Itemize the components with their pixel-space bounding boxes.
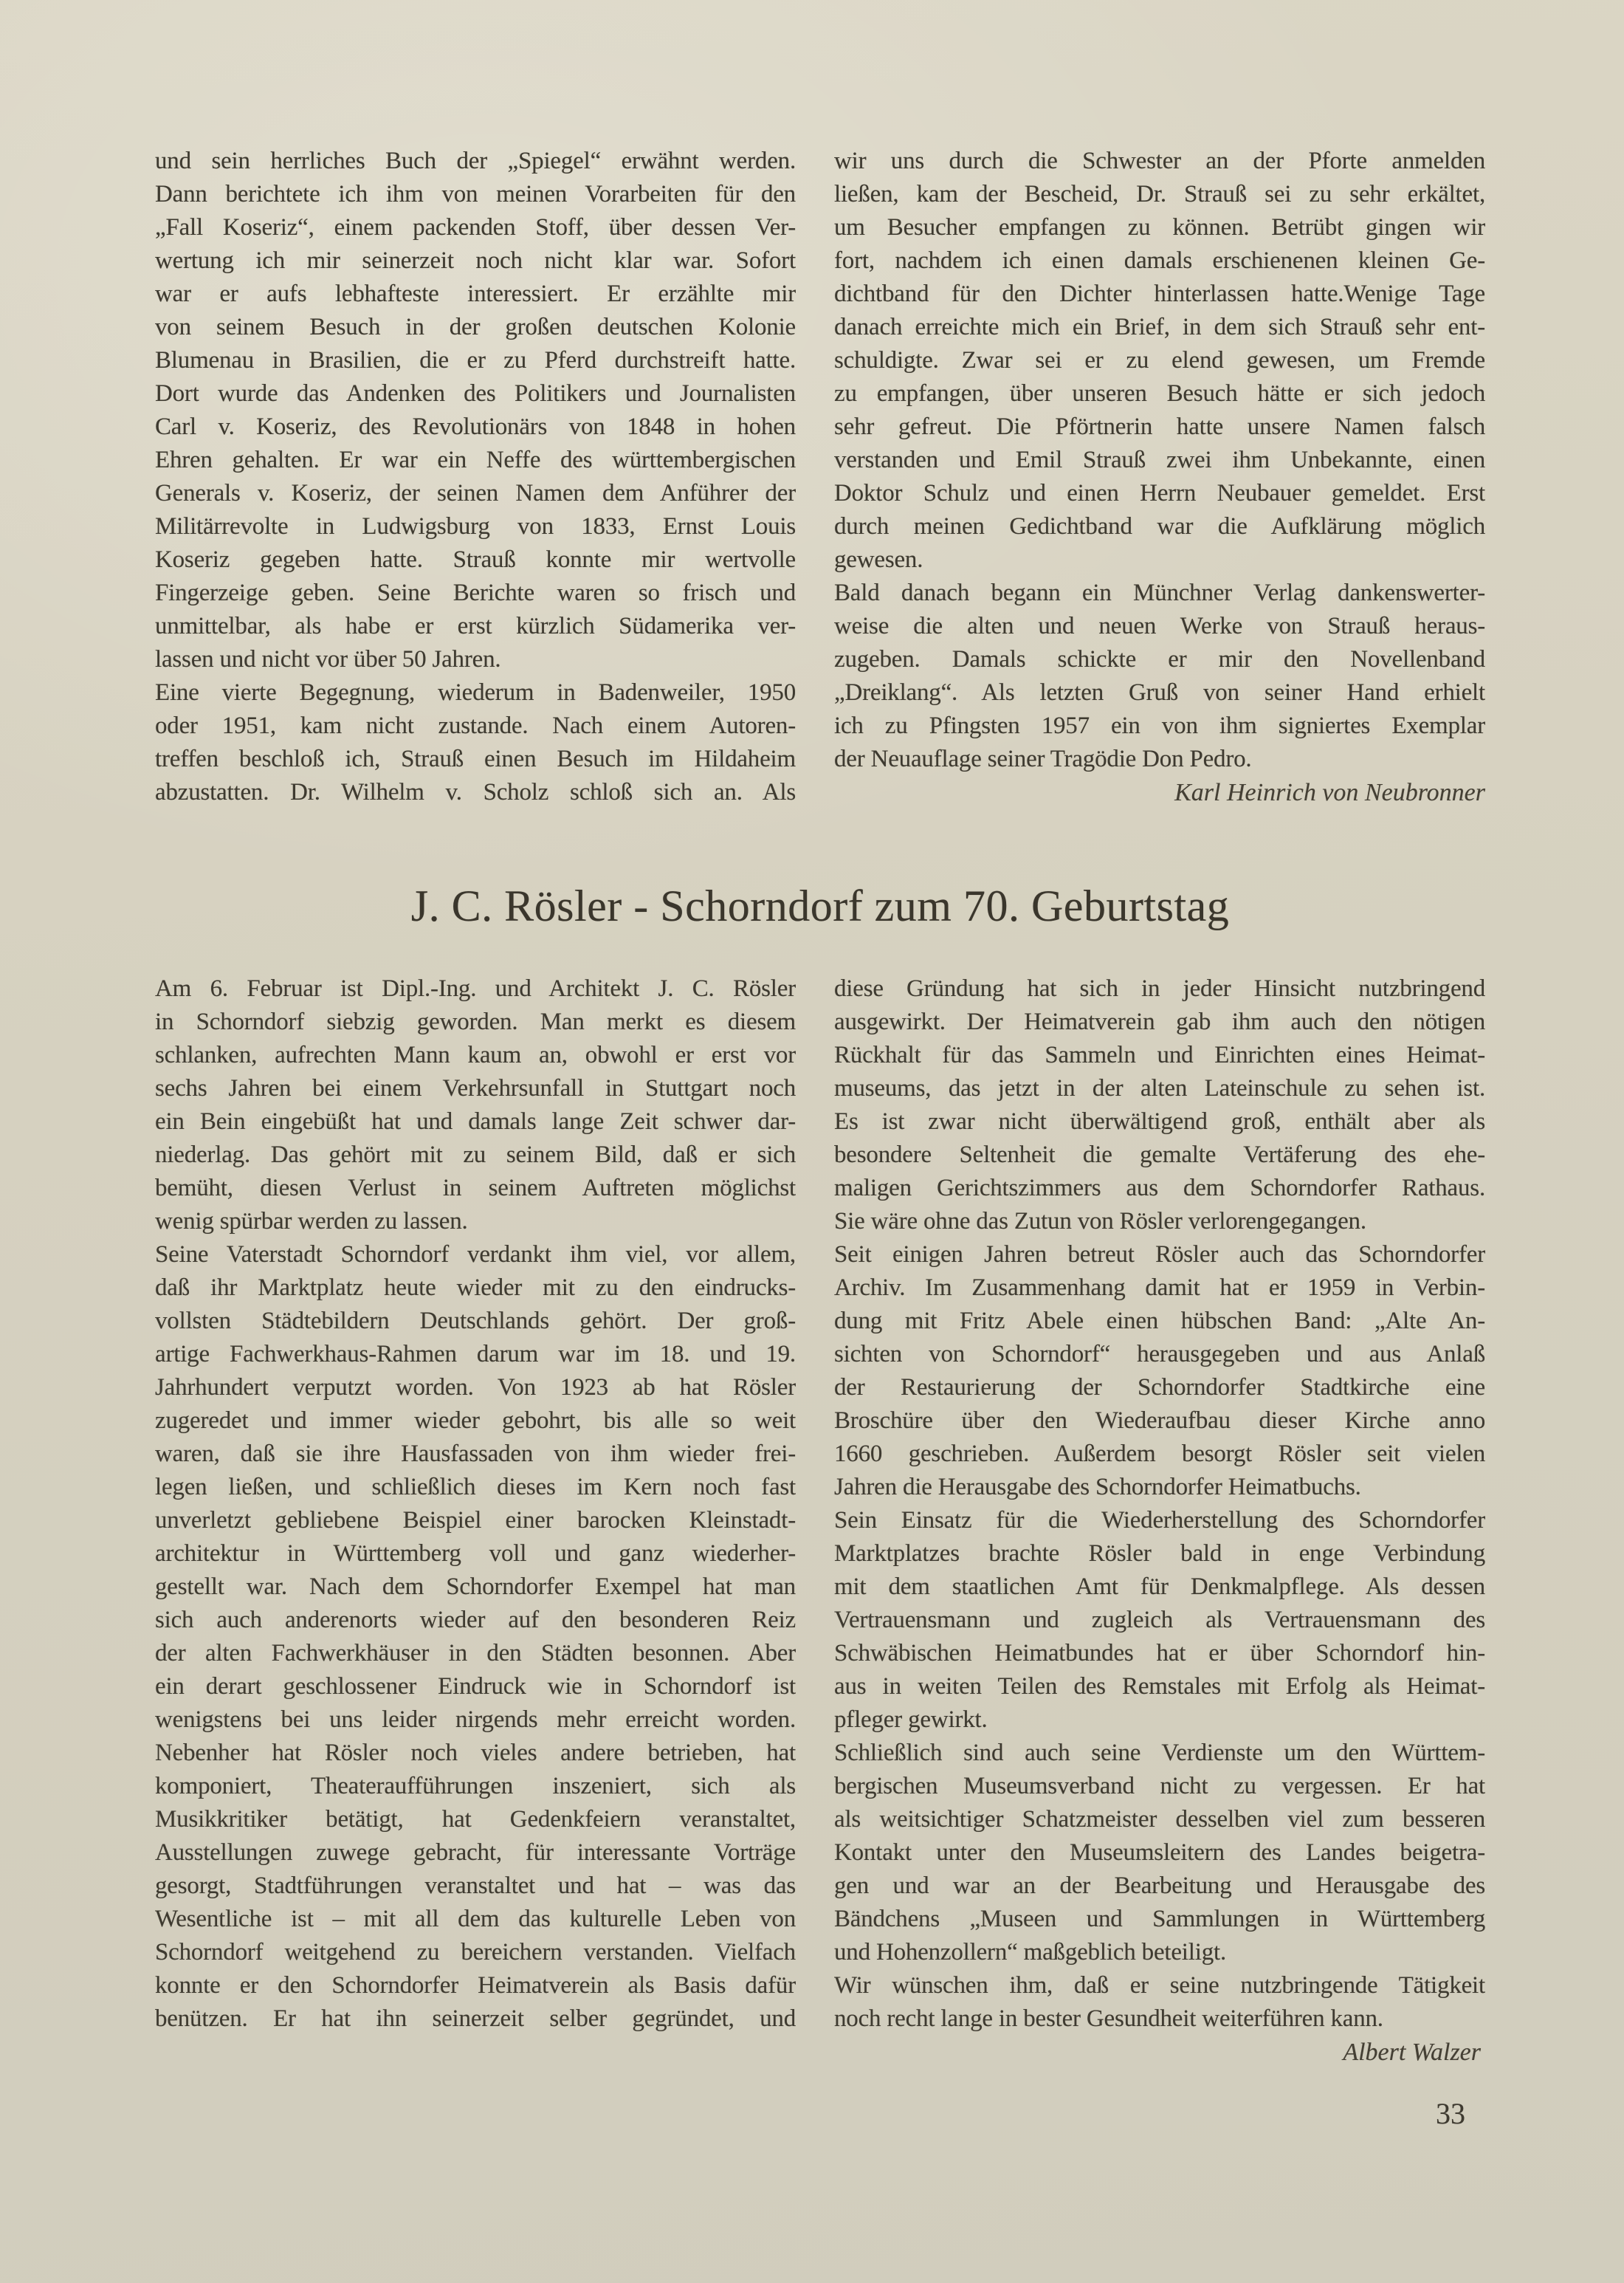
text-line: wenig spürbar werden zu lassen.: [155, 1208, 468, 1235]
text-line: zu empfangen, über unseren Besuch hätte er sich jedoch: [834, 380, 1485, 407]
text-line: oder 1951, kam nicht zustande. Nach einem Autoren-: [155, 713, 796, 739]
article1-left-column: [155, 145, 796, 809]
text-line: Broschüre über den Wiederaufbau dieser Kirche anno: [834, 1407, 1485, 1434]
text-line: zugeben. Damals schickte er mir den Novellenband: [834, 646, 1485, 673]
text-line: museums, das jetzt in der alten Lateinschule zu sehen ist.: [834, 1075, 1485, 1102]
text-line: ein derart geschlossener Eindruck wie in Schorndorf ist: [155, 1673, 796, 1700]
text-line: Eine vierte Begegnung, wiederum in Badenweiler, 1950: [155, 679, 796, 706]
text-line: Koseriz gegeben hatte. Strauß konnte mir wertvolle: [155, 546, 796, 573]
text-line: lassen und nicht vor über 50 Jahren.: [155, 646, 501, 673]
text-line: „Fall Koseriz“, einem packenden Stoff, über dessen Ver-: [155, 214, 796, 241]
text-line: Wesentliche ist – mit all dem das kulturelle Leben von: [155, 1906, 796, 1932]
text-line: bergischen Museumsverband nicht zu vergessen. Er hat: [834, 1773, 1485, 1799]
text-line: aus in weiten Teilen des Remstales mit Erfolg als Heimat-: [834, 1673, 1485, 1700]
text-line: artige Fachwerkhaus-Rahmen darum war im 18. und 19.: [155, 1341, 796, 1367]
text-line: niederlag. Das gehört mit zu seinem Bild, daß er sich: [155, 1142, 796, 1168]
text-line: benützen. Er hat ihn seinerzeit selber gegründet, und: [155, 2005, 796, 2032]
text-line: Schließlich sind auch seine Verdienste um den Württem-: [834, 1740, 1485, 1766]
article1-signature: Karl Heinrich von Neubronner: [1174, 779, 1485, 806]
text-line: ließen, kam der Bescheid, Dr. Strauß sei zu sehr erkältet,: [834, 181, 1485, 207]
article1-right-column: [834, 145, 1485, 776]
article2-left-column: [155, 972, 796, 2036]
text-line: Marktplatzes brachte Rösler bald in enge Verbindung: [834, 1540, 1485, 1567]
text-line: Blumenau in Brasilien, die er zu Pferd durchstreift hatte.: [155, 347, 796, 374]
text-line: noch recht lange in bester Gesundheit weiterführen kann.: [834, 2005, 1383, 2032]
text-line: Wir wünschen ihm, daß er seine nutzbringende Tätigkeit: [834, 1972, 1485, 1999]
text-line: weise die alten und neuen Werke von Strauß heraus-: [834, 613, 1485, 639]
text-line: wertung ich mir seinerzeit noch nicht klar war. Sofort: [155, 247, 796, 274]
text-line: sichten von Schorndorf“ herausgegeben und aus Anlaß: [834, 1341, 1485, 1367]
text-line: gewesen.: [834, 546, 923, 573]
text-line: Bald danach begann ein Münchner Verlag dankenswerter-: [834, 580, 1485, 606]
text-line: Jahren die Herausgabe des Schorndorfer Heimatbuchs.: [834, 1474, 1361, 1500]
text-line: Dort wurde das Andenken des Politikers und Journalisten: [155, 380, 796, 407]
text-line: Vertrauensmann und zugleich als Vertrauensmann des: [834, 1607, 1485, 1633]
article2-right-column: [834, 972, 1485, 2036]
text-line: sechs Jahren bei einem Verkehrsunfall in Stuttgart noch: [155, 1075, 796, 1102]
text-line: von seinem Besuch in der großen deutschen Kolonie: [155, 314, 796, 340]
text-line: verstanden und Emil Strauß zwei ihm Unbekannte, einen: [834, 447, 1485, 473]
text-line: gen und war an der Bearbeitung und Herausgabe des: [834, 1872, 1485, 1899]
text-line: Carl v. Koseriz, des Revolutionärs von 1848 in hohen: [155, 413, 796, 440]
text-line: der alten Fachwerkhäuser in den Städten besonnen. Aber: [155, 1640, 796, 1666]
text-line: der Neuauflage seiner Tragödie Don Pedro.: [834, 746, 1252, 772]
text-line: dung mit Fritz Abele einen hübschen Band: „Alte An-: [834, 1308, 1485, 1334]
text-line: Schorndorf weitgehend zu bereichern verstanden. Vielfach: [155, 1939, 796, 1966]
text-line: Kontakt unter den Museumsleitern des Landes beigetra-: [834, 1839, 1485, 1866]
text-line: als weitsichtiger Schatzmeister desselben viel zum besseren: [834, 1806, 1485, 1833]
text-line: zugeredet und immer wieder gebohrt, bis alle so weit: [155, 1407, 796, 1434]
text-line: Dann berichtete ich ihm von meinen Vorarbeiten für den: [155, 181, 796, 207]
text-line: war er aufs lebhafteste interessiert. Er erzählte mir: [155, 281, 796, 307]
text-line: Doktor Schulz und einen Herrn Neubauer gemeldet. Erst: [834, 480, 1485, 507]
text-line: und Hohenzollern“ maßgeblich beteiligt.: [834, 1939, 1227, 1966]
text-line: Schwäbischen Heimatbundes hat er über Schorndorf hin-: [834, 1640, 1485, 1666]
text-line: Es ist zwar nicht überwältigend groß, enthält aber als: [834, 1108, 1485, 1135]
text-line: unverletzt gebliebene Beispiel einer barocken Kleinstadt-: [155, 1507, 796, 1534]
text-line: waren, daß sie ihre Hausfassaden von ihm wieder frei-: [155, 1441, 796, 1467]
text-line: durch meinen Gedichtband war die Aufklärung möglich: [834, 513, 1485, 540]
text-line: daß ihr Marktplatz heute wieder mit zu den eindrucks-: [155, 1274, 796, 1301]
text-line: fort, nachdem ich einen damals erschienenen kleinen Ge-: [834, 247, 1485, 274]
text-line: vollsten Städtebildern Deutschlands gehört. Der groß-: [155, 1308, 796, 1334]
text-line: ich zu Pfingsten 1957 ein von ihm signiertes Exemplar: [834, 713, 1485, 739]
text-line: ausgewirkt. Der Heimatverein gab ihm auch den nötigen: [834, 1009, 1485, 1035]
text-line: in Schorndorf siebzig geworden. Man merkt es diesem: [155, 1009, 796, 1035]
text-line: konnte er den Schorndorfer Heimatverein als Basis dafür: [155, 1972, 796, 1999]
text-line: Sie wäre ohne das Zutun von Rösler verlorengegangen.: [834, 1208, 1366, 1235]
text-line: 1660 geschrieben. Außerdem besorgt Rösler seit vielen: [834, 1441, 1485, 1467]
text-line: mit dem staatlichen Amt für Denkmalpflege. Als dessen: [834, 1573, 1485, 1600]
text-line: treffen beschloß ich, Strauß einen Besuch im Hildaheim: [155, 746, 796, 772]
text-line: Seine Vaterstadt Schorndorf verdankt ihm viel, vor allem,: [155, 1241, 796, 1268]
text-line: diese Gründung hat sich in jeder Hinsicht nutzbringend: [834, 975, 1485, 1002]
text-line: wir uns durch die Schwester an der Pforte anmelden: [834, 148, 1485, 174]
text-line: unmittelbar, als habe er erst kürzlich Südamerika ver-: [155, 613, 796, 639]
text-line: komponiert, Theateraufführungen inszeniert, sich als: [155, 1773, 796, 1799]
text-line: pfleger gewirkt.: [834, 1706, 988, 1733]
text-line: Jahrhundert verputzt worden. Von 1923 ab hat Rösler: [155, 1374, 796, 1401]
text-line: Ehren gehalten. Er war ein Neffe des württembergischen: [155, 447, 796, 473]
text-line: „Dreiklang“. Als letzten Gruß von seiner Hand erhielt: [834, 679, 1485, 706]
text-line: danach erreichte mich ein Brief, in dem sich Strauß sehr ent-: [834, 314, 1485, 340]
text-line: gestellt war. Nach dem Schorndorfer Exempel hat man: [155, 1573, 796, 1600]
text-line: Am 6. Februar ist Dipl.-Ing. und Architekt J. C. Rösler: [155, 975, 796, 1002]
text-line: dichtband für den Dichter hinterlassen hatte.Wenige Tage: [834, 281, 1485, 307]
text-line: maligen Gerichtszimmers aus dem Schorndorfer Rathaus.: [834, 1175, 1485, 1201]
text-line: legen ließen, und schließlich dieses im Kern noch fast: [155, 1474, 796, 1500]
text-line: Bändchens „Museen und Sammlungen in Württemberg: [834, 1906, 1485, 1932]
text-line: schlanken, aufrechten Mann kaum an, obwohl er erst vor: [155, 1042, 796, 1068]
text-line: der Restaurierung der Schorndorfer Stadtkirche eine: [834, 1374, 1485, 1401]
text-line: Ausstellungen zuwege gebracht, für interessante Vorträge: [155, 1839, 796, 1866]
text-line: architektur in Württemberg voll und ganz wiederher-: [155, 1540, 796, 1567]
text-line: besondere Seltenheit die gemalte Vertäferung des ehe-: [834, 1142, 1485, 1168]
article2-headline: J. C. Rösler - Schorndorf zum 70. Geburtstag: [410, 882, 1230, 930]
article2-signature: Albert Walzer: [1343, 2039, 1481, 2066]
text-line: bemüht, diesen Verlust in seinem Auftreten möglichst: [155, 1175, 796, 1201]
text-line: Sein Einsatz für die Wiederherstellung des Schorndorfer: [834, 1507, 1485, 1534]
text-line: Seit einigen Jahren betreut Rösler auch das Schorndorfer: [834, 1241, 1485, 1268]
page-number: 33: [1436, 2097, 1465, 2130]
text-line: ein Bein eingebüßt hat und damals lange Zeit schwer dar-: [155, 1108, 796, 1135]
text-line: Generals v. Koseriz, der seinen Namen dem Anführer der: [155, 480, 796, 507]
text-line: Rückhalt für das Sammeln und Einrichten eines Heimat-: [834, 1042, 1485, 1068]
text-line: schuldigte. Zwar sei er zu elend gewesen, um Fremde: [834, 347, 1485, 374]
text-line: Nebenher hat Rösler noch vieles andere betrieben, hat: [155, 1740, 796, 1766]
text-line: um Besucher empfangen zu können. Betrübt gingen wir: [834, 214, 1485, 241]
text-line: gesorgt, Stadtführungen veranstaltet und hat – was das: [155, 1872, 796, 1899]
text-line: sich auch anderenorts wieder auf den besonderen Reiz: [155, 1607, 796, 1633]
text-line: Fingerzeige geben. Seine Berichte waren so frisch und: [155, 580, 796, 606]
text-line: sehr gefreut. Die Pförtnerin hatte unsere Namen falsch: [834, 413, 1485, 440]
text-line: wenigstens bei uns leider nirgends mehr erreicht worden.: [155, 1706, 796, 1733]
text-line: Musikkritiker betätigt, hat Gedenkfeiern veranstaltet,: [155, 1806, 796, 1833]
text-line: Archiv. Im Zusammenhang damit hat er 1959 in Verbin-: [834, 1274, 1485, 1301]
text-line: und sein herrliches Buch der „Spiegel“ erwähnt werden.: [155, 148, 796, 174]
text-line: abzustatten. Dr. Wilhelm v. Scholz schloß sich an. Als: [155, 779, 796, 806]
text-line: Militärrevolte in Ludwigsburg von 1833, Ernst Louis: [155, 513, 796, 540]
